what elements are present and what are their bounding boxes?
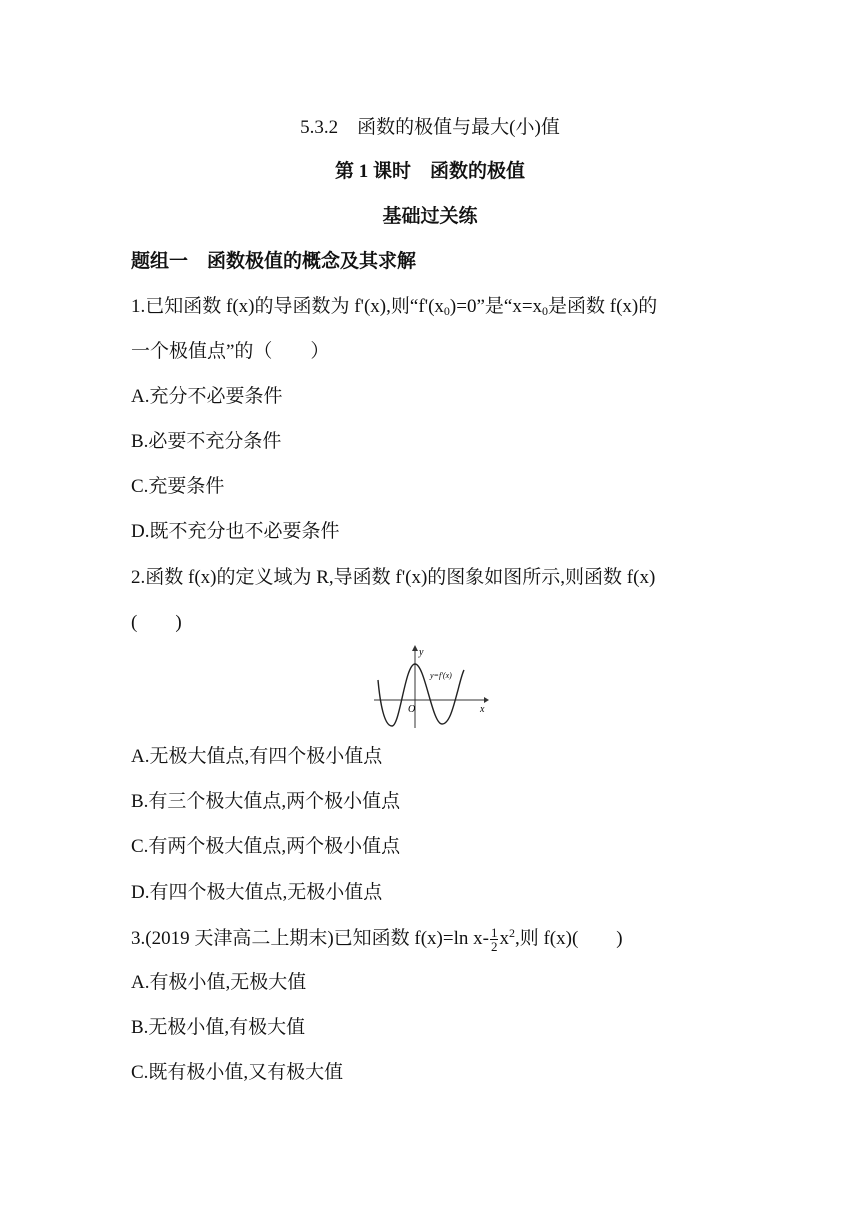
section-title: 5.3.2 函数的极值与最大(小)值 <box>300 117 560 138</box>
derivative-graph-figure <box>370 644 490 730</box>
level-title: 基础过关练 <box>382 206 478 227</box>
q2-option-a: A.无极大值点,有四个极小值点 <box>131 746 383 767</box>
fraction-one-half: $\frac{1}{2}$ <box>490 925 498 954</box>
y-axis-label: y <box>419 647 424 658</box>
q1-option-c: C.充要条件 <box>131 476 225 497</box>
curve-label: y=f′(x) <box>430 671 452 680</box>
q3-stem: 3.(2019 天津高二上期末)已知函数 f(x)=ln x- $\frac{1}{2}$ $x^2$,则 f(x)( ) <box>131 925 623 954</box>
q3-option-c: C.既有极小值,又有极大值 <box>131 1062 344 1083</box>
q2-stem-line2: ( ) <box>131 612 182 633</box>
x-axis-label: x <box>480 704 485 715</box>
group-title: 题组一 函数极值的概念及其求解 <box>131 251 417 272</box>
lesson-title: 第 1 课时 函数的极值 <box>334 161 525 182</box>
q1-stem-line2: 一个极值点”的（ ） <box>131 341 330 362</box>
q2-option-c: C.有两个极大值点,两个极小值点 <box>131 836 401 857</box>
q1-stem-line1: 1.已知函数 f(x)的导函数为 f'(x),则“$f'(x_0)=0$”是“$x=x_0$是函数 f(x)的 <box>131 296 658 318</box>
origin-label: O <box>408 704 416 715</box>
q1-option-a: A.充分不必要条件 <box>131 386 283 407</box>
q1-option-d: D.既不充分也不必要条件 <box>131 521 340 542</box>
y-axis-arrow <box>412 645 418 651</box>
q3-option-b: B.无极小值,有极大值 <box>131 1017 306 1038</box>
q2-stem-line1: 2.函数 f(x)的定义域为 R,导函数 f'(x)的图象如图所示,则函数 f(x) <box>131 567 656 588</box>
q2-option-d: D.有四个极大值点,无极小值点 <box>131 882 383 903</box>
q1-option-b: B.必要不充分条件 <box>131 431 282 452</box>
x-axis-arrow <box>484 697 489 703</box>
q2-option-b: B.有三个极大值点,两个极小值点 <box>131 791 401 812</box>
q3-option-a: A.有极小值,无极大值 <box>131 972 307 993</box>
